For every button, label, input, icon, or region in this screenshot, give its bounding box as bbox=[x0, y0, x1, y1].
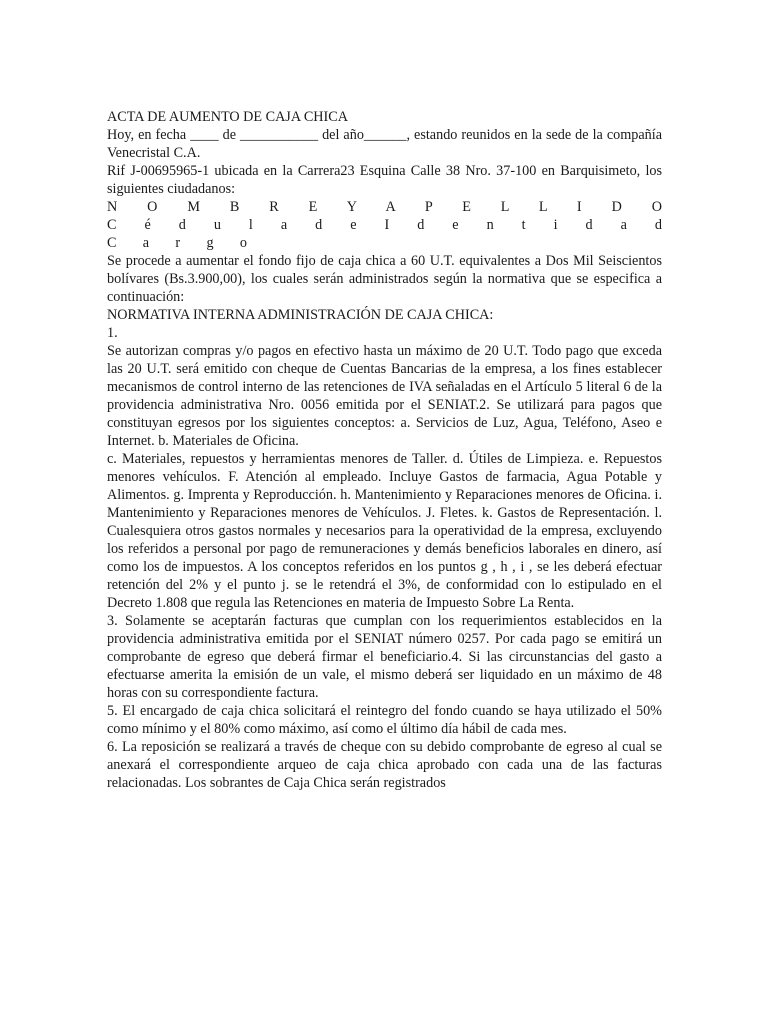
item-2-continued-paragraph: c. Materiales, repuestos y herramientas menores de Taller. d. Útiles de Limpieza. e. Repuestos menores vehículos. F. Atención al empleado. Incluye Gastos de farmacia, Agua Potable y Alimentos. g. Imprenta y Reproducción. h. Mantenimiento y Reparaciones menores de Oficina. i. Mantenimiento y Reparaciones menores de Vehículos. J. Fletes. k. Gastos de Representación. l. Cualesquiera otros gastos normales y necesarios para la operatividad de la empresa, excluyendo los referidos a personal por pago de remuneraciones y demás beneficios laborales en dinero, así como los de impuestos. A los conceptos referidos en los puntos g , h , i , se les deberá efectuar retención del 2% y el punto j. se le retendrá el 3%, de conformidad con lo estipulado en el Decreto 1.808 que regula las Retenciones en materia de Impuesto Sobre La Renta. bbox=[107, 451, 662, 611]
item-6-paragraph: 6. La reposición se realizará a través de cheque con su debido comprobante de egreso al cual se anexará el correspondiente arqueo de caja chica aprobado con cada una de las facturas relacionadas. Los sobrantes de Caja Chica serán registrados bbox=[107, 739, 662, 791]
item-1-number: 1. bbox=[107, 325, 118, 341]
field-identity-card: C é d u l a d e I d e n t i d a d bbox=[107, 217, 662, 233]
field-role: C a r g o bbox=[107, 235, 247, 251]
company-address-paragraph: Rif J-00695965-1 ubicada en la Carrera23 Esquina Calle 38 Nro. 37-100 en Barquisimeto, los siguientes ciudadanos: bbox=[107, 163, 662, 197]
document-body bbox=[107, 108, 662, 792]
document-title: ACTA DE AUMENTO DE CAJA CHICA bbox=[107, 109, 348, 125]
intro-paragraph: Hoy, en fecha ____ de ___________ del año______, estando reunidos en la sede de la compañía Venecristal C.A. bbox=[107, 127, 662, 161]
item-1-paragraph: Se autorizan compras y/o pagos en efectivo hasta un máximo de 20 U.T. Todo pago que exceda las 20 U.T. será emitido con cheque de Cuentas Bancarias de la empresa, a los fines establecer mecanismos de control interno de las retenciones de IVA señaladas en el Artículo 5 literal 6 de la providencia administrativa Nro. 0056 emitida por el SENIAT.2. Se utilizará para pagos que constituyan egresos por los siguientes conceptos: a. Servicios de Luz, Agua, Teléfono, Aseo e Internet. b. Materiales de Oficina. bbox=[107, 343, 662, 449]
item-5-paragraph: 5. El encargado de caja chica solicitará el reintegro del fondo cuando se haya utilizado el 50% como mínimo y el 80% como máximo, así como el último día hábil de cada mes. bbox=[107, 703, 662, 737]
procedure-paragraph: Se procede a aumentar el fondo fijo de caja chica a 60 U.T. equivalentes a Dos Mil Seiscientos bolívares (Bs.3.900,00), los cuales serán administrados según la normativa que se especifica a continuación: bbox=[107, 253, 662, 305]
field-name-surname: N O M B R E Y A P E L L I D O bbox=[107, 199, 662, 215]
item-3-paragraph: 3. Solamente se aceptarán facturas que cumplan con los requerimientos establecidos en la providencia administrativa emitida por el SENIAT número 0257. Por cada pago se emitirá un comprobante de egreso que deberá firmar el beneficiario.4. Si las circunstancias del gasto a efectuarse amerita la emisión de un vale, el mismo deberá ser liquidado en un máximo de 48 horas con su correspondiente factura. bbox=[107, 613, 662, 701]
normative-heading: NORMATIVA INTERNA ADMINISTRACIÓN DE CAJA CHICA: bbox=[107, 307, 494, 323]
